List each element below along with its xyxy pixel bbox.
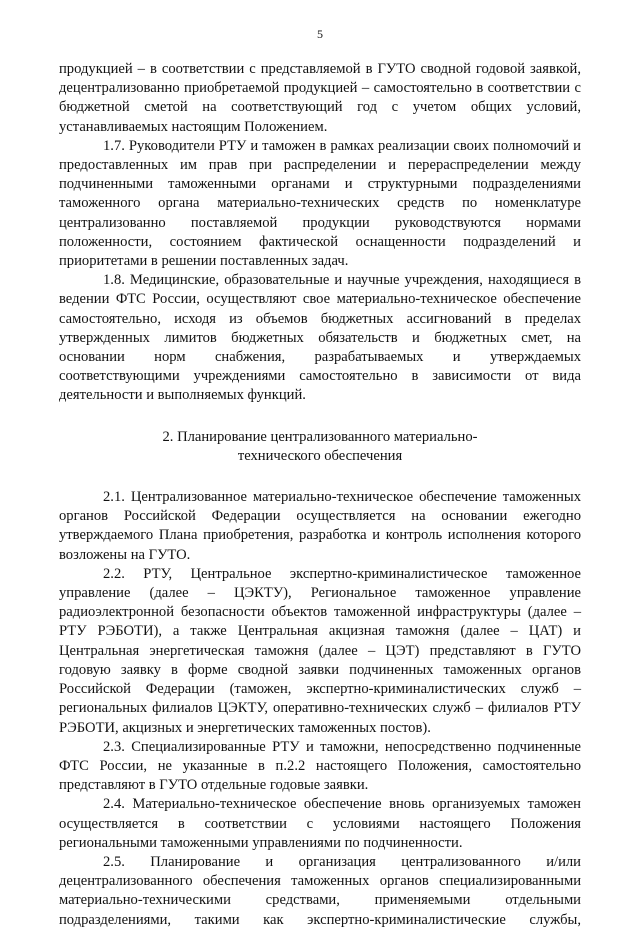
text-line: соответствующими учреждениями самостоятельно в зависимости от вида bbox=[59, 368, 581, 385]
text-line: утверждаемого Плана приобретения, разработка и контроль исполнения которого bbox=[59, 527, 581, 544]
paragraph-2-1 bbox=[59, 488, 581, 565]
text-line: региональных филиалов ЦЭКТУ, оперативно-технических служб – филиалов РТУ bbox=[59, 700, 581, 717]
text-line: самостоятельно, исходя из объемов бюджетных ассигнований в пределах bbox=[59, 310, 581, 327]
text-line: деятельности и выполняемых функций. bbox=[59, 387, 306, 404]
paragraph-2-4 bbox=[59, 795, 581, 853]
paragraph-1-6-continuation bbox=[59, 60, 581, 137]
text-line: основании норм снабжения, разрабатываемых и утверждаемых bbox=[59, 349, 581, 366]
text-line: предоставленных им прав при распределении и перераспределении между bbox=[59, 157, 581, 174]
text-line: 2.2. РТУ, Центральное экспертно-криминалистическое таможенное bbox=[103, 565, 581, 582]
page-number: 5 bbox=[317, 27, 323, 41]
text-line: 2.5. Планирование и организация централизованного и/или bbox=[103, 853, 581, 870]
text-line: осуществляется в соответствии с условиями настоящего Положения bbox=[59, 815, 581, 832]
text-line: утвержденных лимитов бюджетных обязательств и бюджетных смет, на bbox=[59, 329, 581, 346]
text-line: положенности, состоянием фактической оснащенности подразделений и bbox=[59, 233, 581, 250]
text-line: радиоэлектронной безопасности объектов таможенной инфраструктуры (далее – bbox=[59, 604, 581, 621]
text-line: РТУ РЭБОТИ), а также Центральная акцизная таможня (далее – ЦАТ) и bbox=[59, 623, 581, 640]
text-line: продукцией – в соответствии с представляемой в ГУТО сводной годовой заявкой, bbox=[59, 61, 581, 77]
text-line: децентрализованно приобретаемой продукцией – самостоятельно в соответствии с bbox=[59, 80, 581, 97]
text-line: ФТС России, не указанные в п.2.2 настоящего Положения, самостоятельно bbox=[59, 757, 581, 774]
paragraph-2-5 bbox=[59, 853, 581, 930]
paragraph-1-8 bbox=[59, 271, 581, 405]
document-body bbox=[59, 60, 581, 930]
heading-line: технического обеспечения bbox=[237, 447, 403, 464]
text-line: региональными таможенными управлениями по подчиненности. bbox=[59, 834, 463, 851]
text-line: управление (далее – ЦЭКТУ), Региональное таможенное управление bbox=[59, 585, 581, 602]
text-line: Центральная энергетическая таможня (далее – ЦЭТ) представляют в ГУТО bbox=[59, 642, 581, 659]
text-line: возложены на ГУТО. bbox=[59, 546, 191, 563]
paragraph-1-7 bbox=[59, 137, 581, 271]
text-line: материально-техническими средствами, применяемыми отдельными bbox=[59, 892, 581, 909]
text-line: Российской Федерации (таможен, экспертно-криминалистических служб – bbox=[59, 681, 581, 698]
text-line: устанавливаемых настоящим Положением. bbox=[59, 118, 328, 135]
text-line: РЭБОТИ, акцизных и энергетических таможенных постов). bbox=[59, 719, 431, 736]
text-line: органов Российской Федерации осуществляется на основании ежегодно bbox=[59, 508, 581, 525]
text-line: централизованно поставляемой продукции руководствуются нормами bbox=[59, 214, 581, 231]
text-line: бюджетной сметой на соответствующий год с учетом общих условий, bbox=[59, 99, 581, 116]
text-line: 2.1. Централизованное материально-техническое обеспечение таможенных bbox=[103, 489, 581, 506]
text-line: подчиненными таможенными органами и структурными подразделениями bbox=[59, 176, 581, 193]
text-line: представляют в ГУТО отдельные годовые заявки. bbox=[59, 777, 369, 794]
section-2-heading bbox=[59, 428, 581, 466]
text-line: ведении ФТС России, осуществляют свое материально-техническое обеспечение bbox=[59, 291, 581, 308]
text-line: приоритетами в решении поставленных задач. bbox=[59, 253, 349, 270]
text-line: 1.7. Руководители РТУ и таможен в рамках реализации своих полномочий и bbox=[103, 137, 581, 154]
text-line: децентрализованного обеспечения таможенных органов специализированными bbox=[59, 873, 581, 890]
text-line: годовую заявку в форме сводной заявки подчиненных таможенных органов bbox=[59, 661, 581, 678]
text-line: 1.8. Медицинские, образовательные и научные учреждения, находящиеся в bbox=[103, 272, 581, 289]
text-line: подразделениями, такими как экспертно-криминалистические службы, bbox=[59, 911, 581, 928]
paragraph-2-2 bbox=[59, 565, 581, 738]
paragraph-2-3 bbox=[59, 738, 581, 796]
text-line: таможенного органа материально-технических средств по номенклатуре bbox=[59, 195, 581, 212]
heading-line: 2. Планирование централизованного материально- bbox=[162, 428, 478, 445]
text-line: 2.4. Материально-техническое обеспечение вновь организуемых таможен bbox=[103, 796, 581, 813]
text-line: 2.3. Специализированные РТУ и таможни, непосредственно подчиненные bbox=[103, 738, 581, 755]
